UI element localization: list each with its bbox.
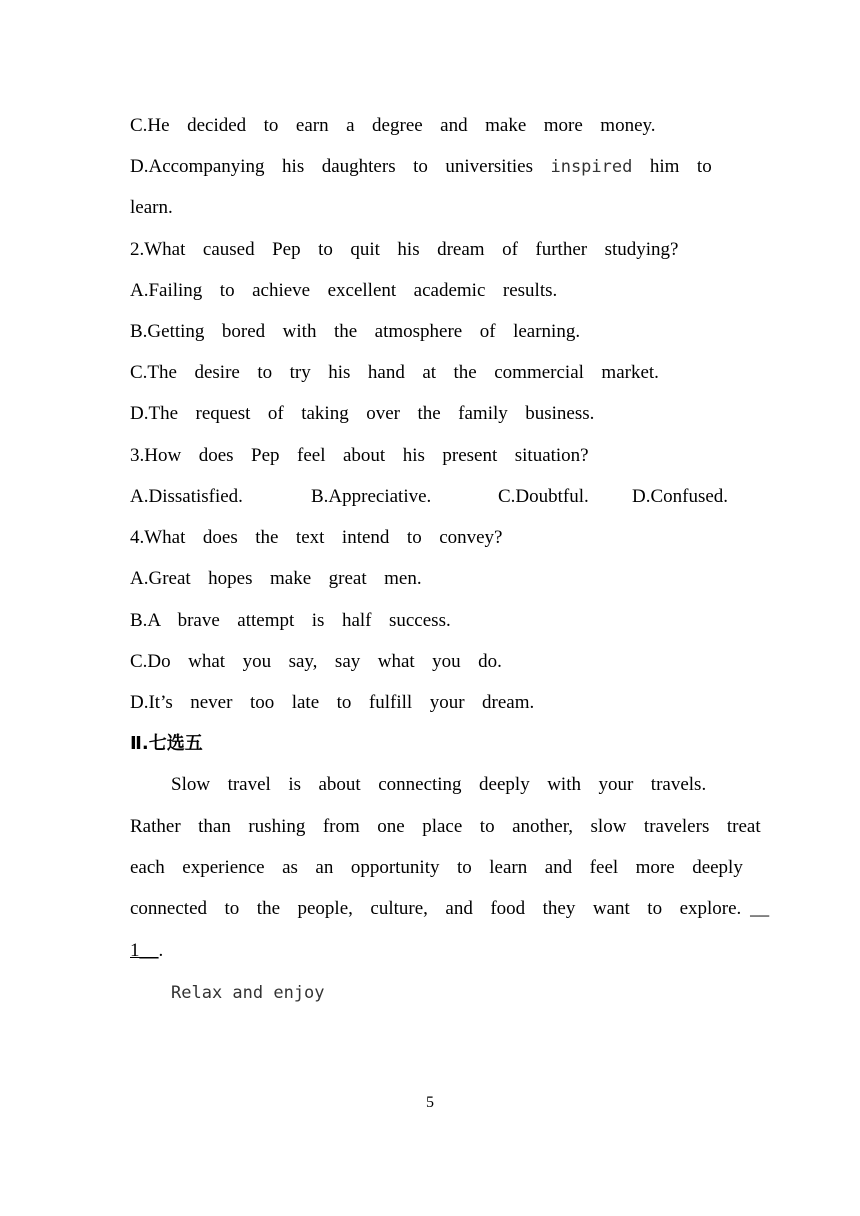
q3-option-d: D.Confused.: [632, 486, 729, 507]
q2-stem: 2.What caused Pep to quit his dream of further studying?: [130, 239, 679, 260]
passage-line-2: Rather than rushing from one place to another, slow travelers treat: [130, 816, 761, 837]
q4-option-c: C.Do what you say, say what you do.: [130, 651, 502, 672]
passage-line-4-text: connected to the people, culture, and food they want to explore.: [130, 898, 742, 919]
q3-option-b: B.Appreciative.: [311, 486, 432, 507]
section-heading: Ⅱ.七选五: [130, 733, 203, 754]
q4-option-b: B.A brave attempt is half success.: [130, 610, 451, 631]
q2-option-d: D.The request of taking over the family business.: [130, 403, 595, 424]
blank-1-start: __: [741, 898, 770, 919]
q1-option-d-text: D.Accompanying his daughters to universities: [130, 156, 551, 177]
q3-option-c: C.Doubtful.: [498, 486, 589, 507]
q1-option-d-text-end: him to: [632, 156, 712, 177]
blank-1-period: .: [158, 940, 164, 961]
blank-1: 1__: [130, 940, 159, 961]
q2-option-b: B.Getting bored with the atmosphere of learning.: [130, 321, 581, 342]
subheading-relax: Relax and enjoy: [171, 983, 325, 1003]
q2-option-a: A.Failing to achieve excellent academic results.: [130, 280, 558, 301]
q4-stem: 4.What does the text intend to convey?: [130, 527, 503, 548]
q1-option-c: C.He decided to earn a degree and make more money.: [130, 115, 656, 136]
q1-option-d: [130, 155, 712, 179]
q3-options-row: [0, 485, 860, 629]
blank-1-line: [130, 939, 163, 963]
q4-option-d: D.It’s never too late to fulfill your dream.: [130, 692, 535, 713]
q1-option-d-continued: learn.: [130, 197, 173, 218]
q3-stem: 3.How does Pep feel about his present situation?: [130, 445, 589, 466]
passage-line-4: [130, 897, 769, 921]
q3-option-a: A.Dissatisfied.: [130, 486, 243, 507]
q4-option-a: A.Great hopes make great men.: [130, 568, 422, 589]
q1-option-d-highlight: inspired: [550, 157, 633, 177]
page-number: 5: [426, 1094, 434, 1111]
passage-line-3: each experience as an opportunity to learn and feel more deeply: [130, 857, 743, 878]
passage-line-1: Slow travel is about connecting deeply with your travels.: [171, 774, 707, 795]
q2-option-c: C.The desire to try his hand at the commercial market.: [130, 362, 659, 383]
